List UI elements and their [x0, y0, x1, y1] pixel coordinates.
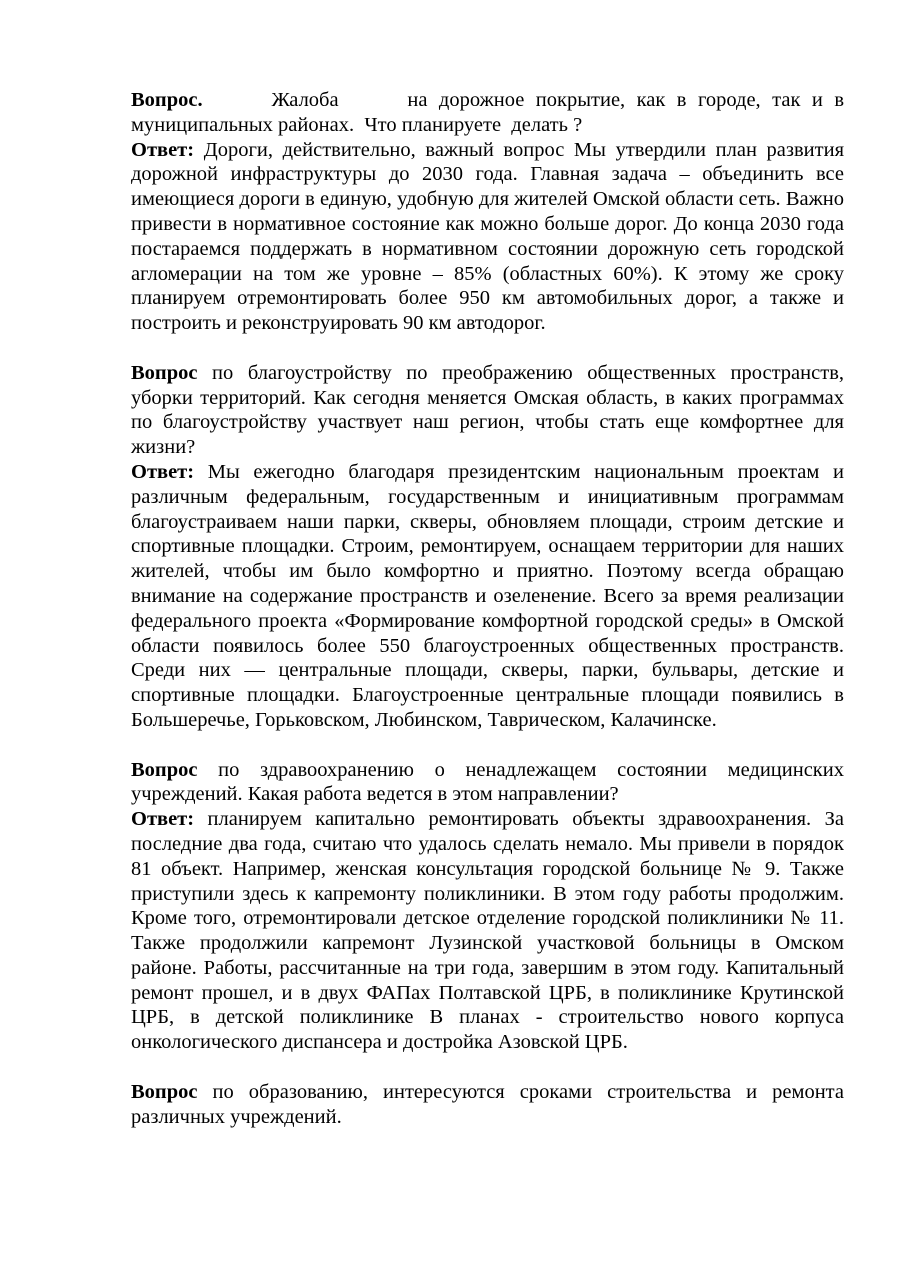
- answer-healthcare: [131, 807, 844, 1055]
- question-roads: [131, 88, 850, 138]
- question-text: по благоустройству по преображению общественных пространств, уборки территорий. Как сегодня меняется Омская область, в каких программах по благоустройству участвует наш регион, чтобы стать еще комфортнее для жизни?: [131, 361, 844, 459]
- answer-roads: [131, 138, 844, 336]
- question-label: Вопрос: [131, 758, 198, 781]
- question-text: Жалоба на дорожное покрытие, как в городе, так и в муниципальных районах. Что планируете делать ?: [131, 89, 850, 136]
- paragraph-gap: [131, 733, 844, 758]
- answer-text: Мы ежегодно благодаря президентским национальным проектам и различным федеральным, государственным и инициативным программам благоустраиваем наши парки, скверы, обновляем площади, строим детские и спортивные площадки. Строим, ремонтируем, оснащаем территории для наших жителей, чтобы им было комфортно и приятно. Поэтому всегда обращаю внимание на содержание пространств и озеленение. Всего за время реализации федерального проекта «Формирование комфортной городской среды» в Омской области появилось более 550 благоустроенных общественных пространств. Среди них — центральные площади, скверы, парки, бульвары, детские и спортивные площадки. Благоустроенные центральные площади появились в Большеречье, Горьковском, Любинском, Таврическом, Калачинске.: [131, 460, 844, 731]
- question-healthcare: [131, 758, 844, 808]
- answer-text: планируем капитально ремонтировать объекты здравоохранения. За последние два года, считаю что удалось сделать немало. Мы привели в порядок 81 объект. Например, женская консультация городской больнице № 9. Также приступили здесь к капремонту поликлиники. В этом году работы продолжим. Кроме того, отремонтировали детское отделение городской поликлиники № 11. Также продолжили капремонт Лузинской участковой больницы в Омском районе. Работы, рассчитанные на три года, завершим в этом году. Капитальный ремонт прошел, и в двух ФАПах Полтавской ЦРБ, в поликлинике Крутинской ЦРБ, в детской поликлинике В планах - строительство нового корпуса онкологического диспансера и достройка Азовской ЦРБ.: [131, 808, 844, 1054]
- answer-text: Дороги, действительно, важный вопрос Мы утвердили план развития дорожной инфраструктуры до 2030 года. Главная задача – объединить все имеющиеся дороги в единую, удобную для жителей Омской области сеть. Важно привести в нормативное состояние как можно больше дорог. До конца 2030 года постараемся поддержать в нормативном состоянии дорожную сеть городской агломерации на том же уровне – 85% (областных 60%). К этому же сроку планируем отремонтировать более 950 км автомобильных дорог, а также и построить и реконструировать 90 км автодорог.: [131, 138, 844, 335]
- answer-improvement: [131, 460, 844, 733]
- question-label: Вопрос.: [131, 89, 203, 111]
- answer-label: Ответ:: [131, 808, 195, 831]
- answer-label: Ответ:: [131, 460, 195, 483]
- question-education: [131, 1080, 844, 1130]
- paragraph-gap: [131, 336, 844, 361]
- question-improvement: [131, 361, 844, 460]
- question-label: Вопрос: [131, 361, 198, 384]
- question-text: по образованию, интересуются сроками строительства и ремонта различных учреждений.: [131, 1080, 844, 1128]
- paragraph-gap: [131, 1055, 844, 1080]
- question-label: Вопрос: [131, 1080, 198, 1103]
- answer-label: Ответ:: [131, 138, 195, 161]
- question-text: по здравоохранению о ненадлежащем состоянии медицинских учреждений. Какая работа ведется в этом направлении?: [131, 758, 844, 806]
